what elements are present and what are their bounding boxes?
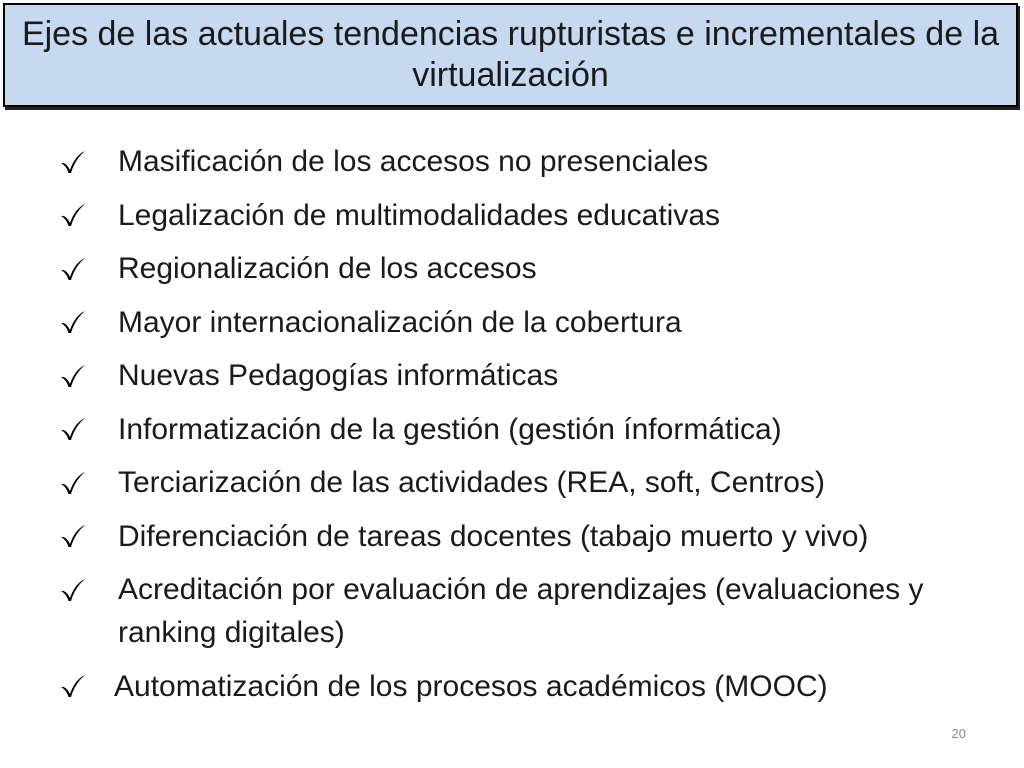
bullet-text: Acreditación por evaluación de aprendizajes (evaluaciones y ranking digitales) <box>118 573 924 649</box>
bullet-text: Mayor internacionalización de la cobertura <box>118 305 682 339</box>
check-icon <box>60 515 118 558</box>
bullet-text: Legalización de multimodalidades educativas <box>118 198 721 232</box>
check-icon <box>60 461 118 504</box>
bullet-item <box>60 354 1000 397</box>
bullet-text: Nuevas Pedagogías informáticas <box>118 359 559 392</box>
check-icon <box>60 301 118 344</box>
bullet-text: Masificación de los accesos no presenciales <box>118 145 709 178</box>
check-icon <box>60 354 118 397</box>
bullet-text: Automatización de los procesos académicos (MOOC) <box>114 669 828 703</box>
check-icon <box>60 247 118 290</box>
bullet-text: Informatización de la gestión (gestión ínformática) <box>118 412 782 446</box>
bullet-item <box>60 301 1000 344</box>
bullet-list <box>60 140 1000 718</box>
slide-title: Ejes de las actuales tendencias rupturistas e incrementales de la virtualización <box>21 15 1000 94</box>
slide-number: 20 <box>951 726 966 741</box>
check-icon <box>60 665 114 708</box>
bullet-item <box>60 515 1000 558</box>
bullet-item <box>60 461 1000 504</box>
bullet-item <box>60 194 1000 237</box>
bullet-item <box>60 140 1000 183</box>
bullet-text: Regionalización de los accesos <box>118 252 537 285</box>
check-icon <box>60 568 118 611</box>
bullet-item <box>60 568 1000 654</box>
bullet-item <box>60 665 1000 708</box>
check-icon <box>60 408 118 451</box>
bullet-item <box>60 247 1000 290</box>
check-icon <box>60 140 118 183</box>
bullet-item <box>60 408 1000 451</box>
bullet-text: Terciarización de las actividades (REA, soft, Centros) <box>118 466 825 499</box>
bullet-text: Diferenciación de tareas docentes (tabajo muerto y vivo) <box>118 519 869 553</box>
check-icon <box>60 194 118 237</box>
title-box <box>3 3 1018 107</box>
